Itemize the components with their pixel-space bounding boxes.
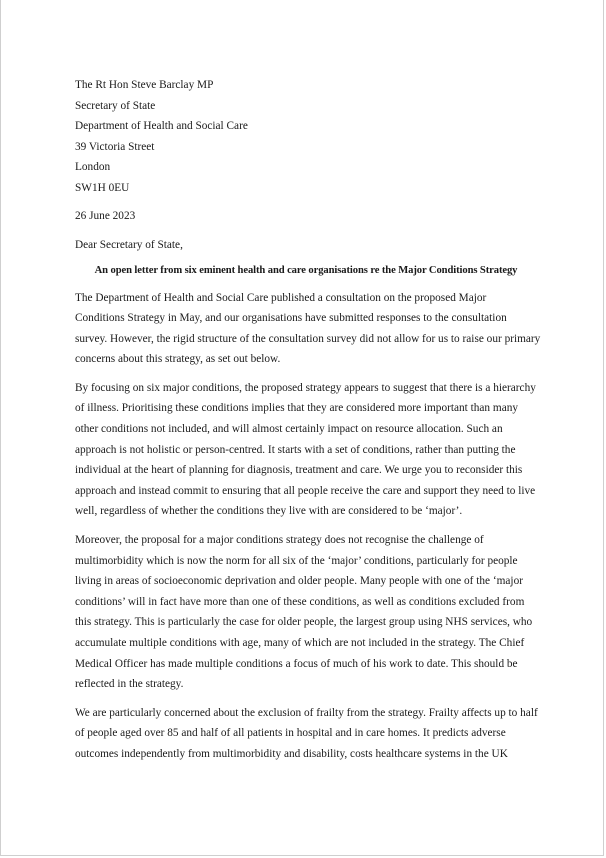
paragraph-line: approach is not holistic or person-centred. It starts with a set of conditions, rather than putting the [75,443,516,456]
paragraph-line: Moreover, the proposal for a major conditions strategy does not recognise the challenge of [75,534,484,547]
paragraph-hierarchy-of-illness [75,378,537,522]
paragraph-line: this strategy. This is particularly the case for older people, the largest group using NHS services, who [75,616,533,629]
paragraph-line: of illness. Prioritising these conditions implies that they are considered more important than many [75,402,519,415]
recipient-address [75,75,537,198]
paragraph-line: approach and instead commit to ensuring that all people receive the care and support they need to live [75,484,536,497]
paragraph-line: The Department of Health and Social Care published a consultation on the proposed Major [75,291,487,304]
paragraph-line: conditions’ will in fact have more than one of these conditions, as well as conditions excluded from [75,595,525,608]
paragraph-line: living in areas of socioeconomic deprivation and older people. Many people with one of the ‘major [75,575,523,588]
paragraph-line: reflected in the strategy. [75,678,184,691]
paragraph-line: concerns about this strategy, as set out below. [75,353,281,366]
paragraph-line: of people aged over 85 and half of all patients in hospital and in care homes. It predicts adverse [75,727,506,740]
address-line-street: 39 Victoria Street [75,140,155,153]
paragraph-line: other conditions not included, and will almost certainly impact on resource allocation. Such an [75,423,503,436]
address-line-city: London [75,161,111,173]
address-line-department: Department of Health and Social Care [75,120,248,132]
paragraph-line: well, regardless of whether the conditions they live with are considered to be ‘major’. [75,505,463,518]
paragraph-line: multimorbidity which is now the norm for all six of the ‘major’ conditions, particularly for people [75,554,518,567]
paragraph-line: outcomes independently from multimorbidity and disability, costs healthcare systems in the UK [75,747,508,760]
paragraph-consultation [75,288,541,370]
paragraph-line: individual at the heart of planning for diagnosis, treatment and care. We urge you to reconsider this [75,464,523,477]
paragraph-multimorbidity [75,530,537,695]
paragraph-frailty [75,703,537,765]
address-line-name: The Rt Hon Steve Barclay MP [75,79,214,91]
address-line-postcode: SW1H 0EU [75,181,130,194]
paragraph-line: We are particularly concerned about the exclusion of frailty from the strategy. Frailty affects up to half [75,706,538,719]
letter-date: 26 June 2023 [75,210,136,222]
paragraph-line: By focusing on six major conditions, the proposed strategy appears to suggest that there is a hierarchy [75,381,536,394]
paragraph-line: survey. However, the rigid structure of the consultation survey did not allow for us to raise our primary [75,332,541,345]
paragraph-line: accumulate multiple conditions with age, many of which are not included in the strategy. The Chief [75,637,525,649]
address-line-title: Secretary of State [75,99,156,112]
paragraph-line: Medical Officer has made multiple conditions a focus of much of his work to date. This should be [75,657,518,670]
paragraph-line: Conditions Strategy in May, and our organisations have submitted responses to the consultation [75,312,507,325]
letter-body [75,75,541,765]
salutation: Dear Secretary of State, [75,238,183,251]
letter-subject: An open letter from six eminent health and care organisations re the Major Conditions Strategy [94,265,518,276]
